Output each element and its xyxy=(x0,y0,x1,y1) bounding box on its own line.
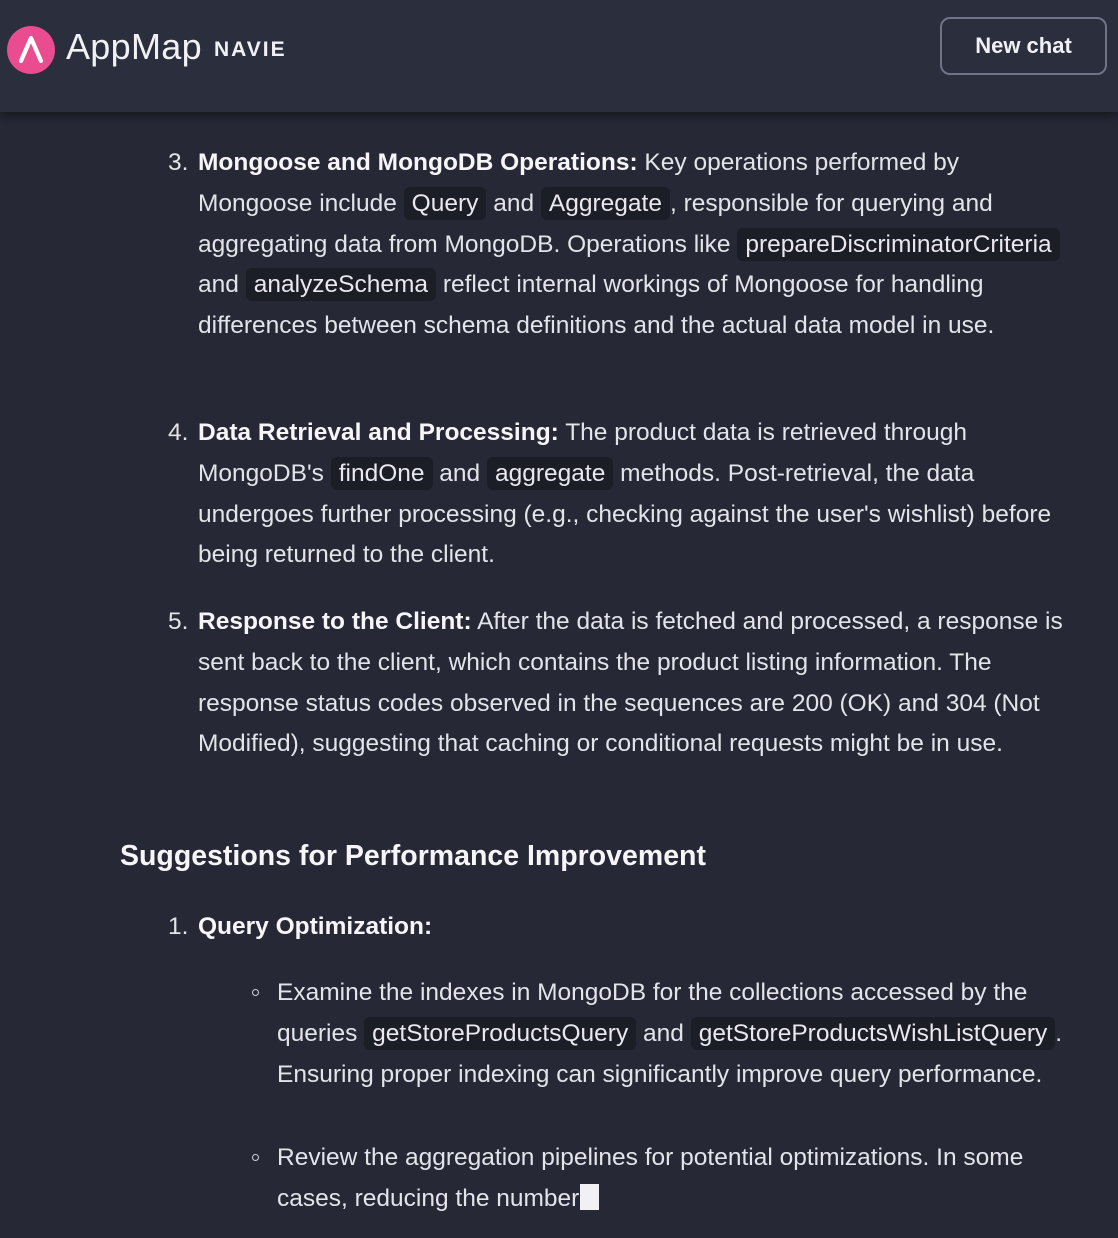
item-text: , responsible for querying and aggregating data from MongoDB. Operations like xyxy=(198,189,993,258)
item-text: After the data is fetched and processed, a response is sent back to the client, which contains the product listing information. The response status codes observed in the sequences are 200 (OK) and 304 (Not Modified), suggesting that caching or conditional requests might be in use. xyxy=(198,608,1063,758)
item-text: and xyxy=(198,271,246,299)
product-name: NAVIE xyxy=(214,38,287,61)
brand-name: AppMap xyxy=(66,26,202,67)
list-number: 5. xyxy=(168,608,189,635)
list-number: 1. xyxy=(168,913,189,940)
list-item-query-optimization xyxy=(168,907,1058,948)
bullet-icon xyxy=(252,1154,259,1161)
item-title: Data Retrieval and Processing: xyxy=(198,419,559,446)
bullet-item-aggregation xyxy=(277,1138,1077,1220)
section-heading: Suggestions for Performance Improvement xyxy=(120,840,706,872)
item-text: and xyxy=(486,189,541,217)
list-number: 3. xyxy=(168,149,189,176)
code-get-store-products-wishlist-query: getStoreProductsWishListQuery xyxy=(691,1017,1056,1050)
typing-cursor-icon xyxy=(580,1184,599,1210)
item-title: Query Optimization: xyxy=(198,913,433,940)
code-aggregate-method: aggregate xyxy=(487,457,613,490)
list-item-operations xyxy=(168,143,1078,347)
bullet-text: and xyxy=(636,1019,691,1047)
bullet-icon xyxy=(252,989,259,996)
list-item-response xyxy=(168,602,1078,765)
code-find-one: findOne xyxy=(331,457,433,490)
item-title: Response to the Client: xyxy=(198,608,472,635)
app-header xyxy=(0,0,1118,112)
code-query: Query xyxy=(404,187,487,220)
new-chat-button[interactable]: New chat xyxy=(940,17,1107,75)
code-get-store-products-query: getStoreProductsQuery xyxy=(364,1017,636,1050)
item-text: and xyxy=(432,459,487,487)
appmap-logo-icon xyxy=(6,25,56,75)
bullet-text: Examine the indexes in MongoDB for the collections accessed by the queries xyxy=(277,979,1028,1047)
list-item-data-retrieval xyxy=(168,413,1073,576)
bullet-text: . Ensuring proper indexing can significantly improve query performance. xyxy=(277,1019,1063,1088)
code-prepare-discriminator-criteria: prepareDiscriminatorCriteria xyxy=(737,228,1059,261)
code-aggregate: Aggregate xyxy=(541,187,670,220)
bullet-item-indexes xyxy=(277,973,1077,1095)
chat-message xyxy=(0,112,1118,1238)
item-text: methods. Post-retrieval, the data undergoes further processing (e.g., checking against the user's wishlist) before being returned to the client. xyxy=(198,459,1052,569)
item-title: Mongoose and MongoDB Operations: xyxy=(198,149,638,176)
bullet-text: Review the aggregation pipelines for potential optimizations. In some cases, reducing the number xyxy=(277,1144,1024,1212)
list-number: 4. xyxy=(168,419,189,446)
code-analyze-schema: analyzeSchema xyxy=(246,268,436,301)
item-text: reflect internal workings of Mongoose for handling differences between schema definitions and the actual data model in use. xyxy=(198,271,995,340)
item-text: The product data is retrieved through MongoDB's xyxy=(198,419,967,487)
item-text: Key operations performed by Mongoose include xyxy=(198,149,960,217)
